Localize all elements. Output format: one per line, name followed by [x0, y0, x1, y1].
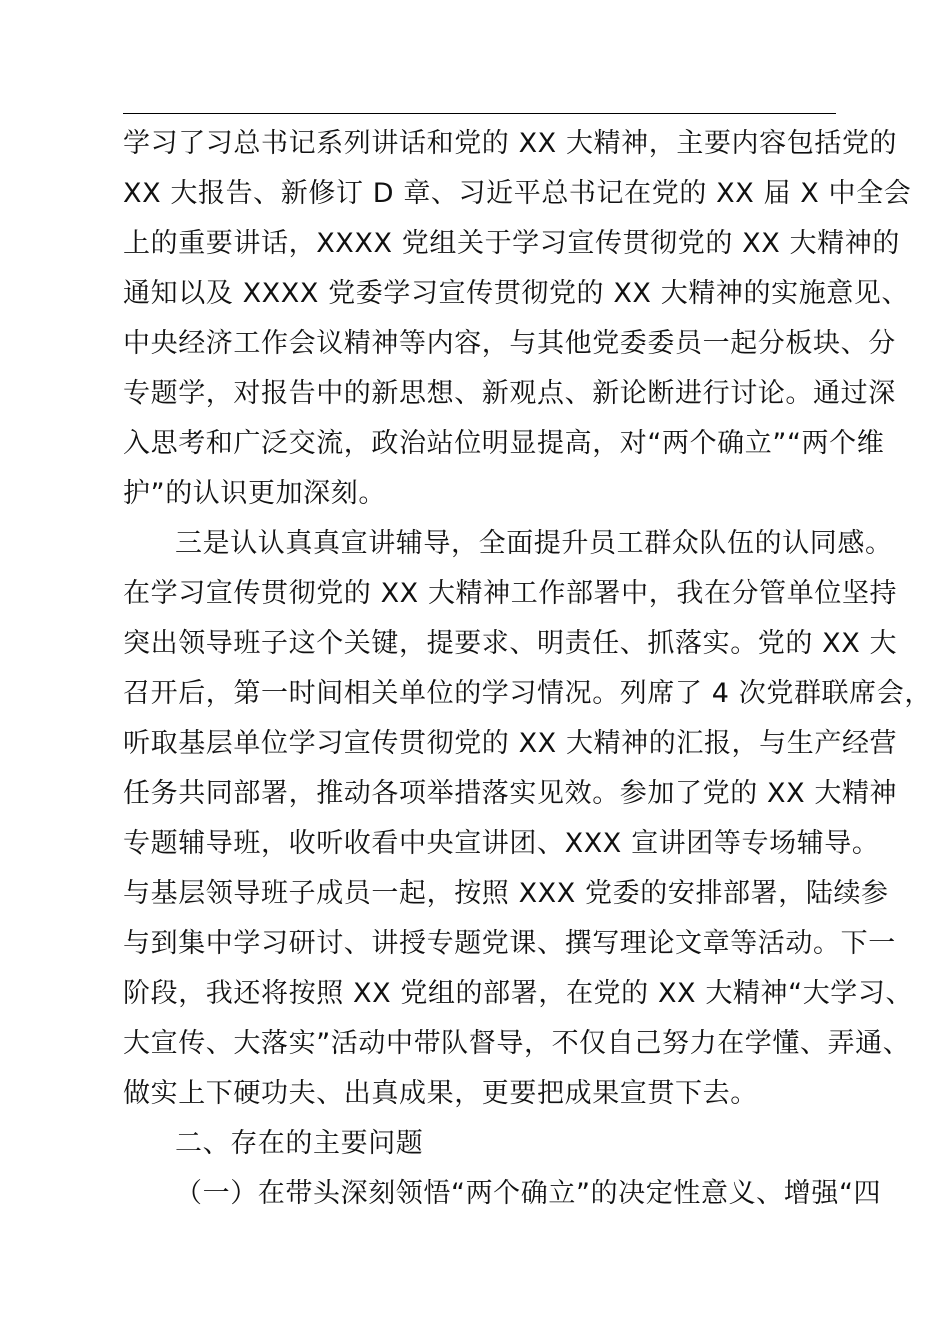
paragraph-line: 听取基层单位学习宣传贯彻党的 XX 大精神的汇报，与生产经营 [123, 728, 898, 759]
paragraph-line: 召开后，第一时间相关单位的学习情况。列席了 4 次党群联席会， [123, 678, 932, 709]
paragraph-line: 突出领导班子这个关键，提要求、明责任、抓落实。党的 XX 大 [123, 628, 898, 659]
paragraph-line: 任务共同部署，推动各项举措落实见效。参加了党的 XX 大精神 [123, 778, 898, 809]
paragraph-line: 上的重要讲话，XXXX 党组关于学习宣传贯彻党的 XX 大精神的 [123, 228, 900, 259]
paragraph-line: 在学习宣传贯彻党的 XX 大精神工作部署中，我在分管单位坚持 [123, 578, 898, 609]
paragraph-line: 阶段，我还将按照 XX 党组的部署，在党的 XX 大精神“大学习、 [123, 978, 914, 1009]
paragraph-line: 与基层领导班子成员一起，按照 XXX 党委的安排部署，陆续参 [123, 878, 889, 909]
paragraph-line: 中央经济工作会议精神等内容，与其他党委委员一起分板块、分 [123, 328, 896, 359]
paragraph-line: 三是认认真真宣讲辅导，全面提升员工群众队伍的认同感。 [175, 528, 893, 559]
paragraph-line: 学习了习总书记系列讲话和党的 XX 大精神，主要内容包括党的 [123, 128, 898, 159]
section-heading: 二、存在的主要问题 [175, 1128, 424, 1159]
paragraph-line: 专题辅导班，收听收看中央宣讲团、XXX 宣讲团等专场辅导。 [123, 828, 880, 859]
paragraph-line: 通知以及 XXXX 党委学习宣传贯彻党的 XX 大精神的实施意见、 [123, 278, 910, 309]
paragraph-line: 与到集中学习研讨、讲授专题党课、撰写理论文章等活动。下一 [123, 928, 896, 959]
paragraph-line: 大宣传、大落实”活动中带队督导，不仅自己努力在学懂、弄通、 [123, 1028, 911, 1059]
paragraph-line: 专题学，对报告中的新思想、新观点、新论断进行讨论。通过深 [123, 378, 896, 409]
paragraph-line: XX 大报告、新修订 D 章、习近平总书记在党的 XX 届 X 中全会 [123, 178, 912, 209]
subsection-heading: （一）在带头深刻领悟“两个确立”的决定性意义、增强“四 [175, 1178, 882, 1209]
paragraph-line: 护”的认识更加深刻。 [123, 478, 386, 509]
paragraph-line: 做实上下硬功夫、出真成果，更要把成果宣贯下去。 [123, 1078, 758, 1109]
paragraph-line: 入思考和广泛交流，政治站位明显提高，对“两个确立”“两个维 [123, 428, 885, 459]
header-rule [123, 113, 836, 114]
